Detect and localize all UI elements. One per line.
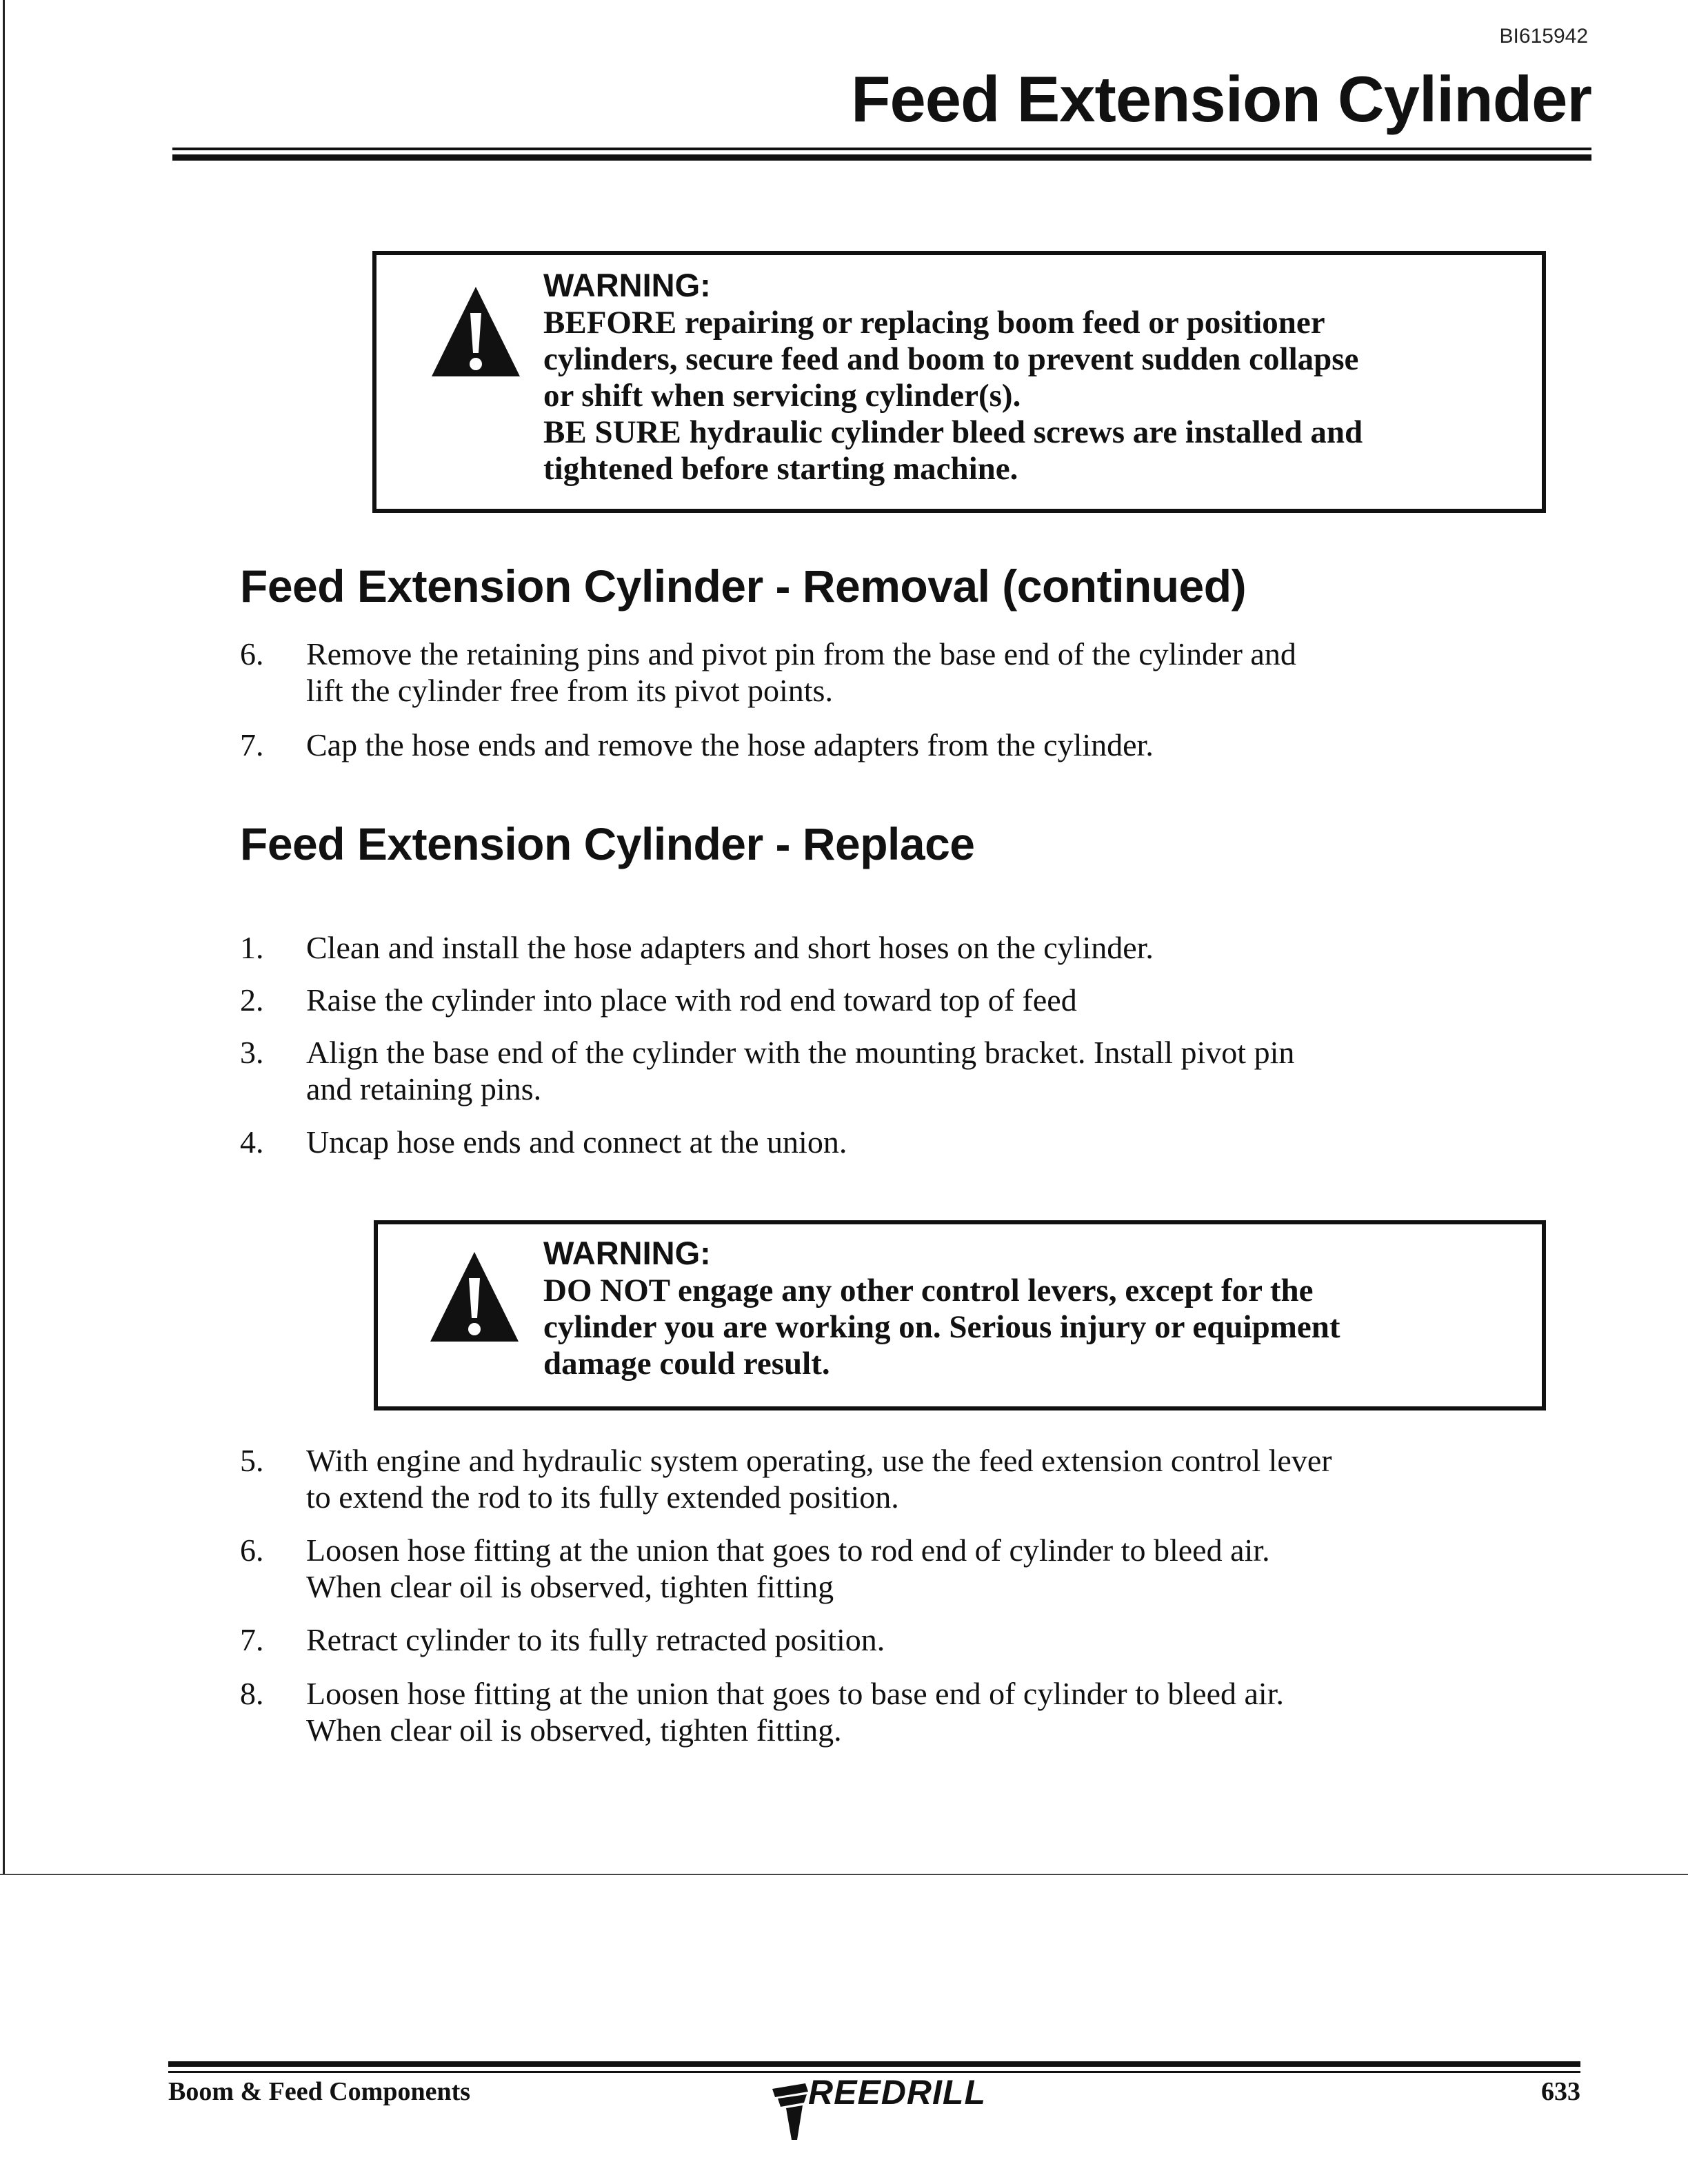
warning-body [543, 1273, 1536, 1382]
step-line: Cap the hose ends and remove the hose adapters from the cylinder. [306, 727, 1154, 762]
step-text [306, 982, 1478, 1018]
step-number: 8. [240, 1676, 264, 1711]
warning-heading: WARNING: [543, 267, 711, 303]
step-text [306, 1532, 1478, 1605]
warning-box-safety [372, 251, 1546, 513]
step-number: 7. [240, 727, 264, 762]
document-id: BI615942 [1499, 25, 1588, 48]
step-text [306, 636, 1478, 709]
section-heading-removal: Feed Extension Cylinder - Removal (continued) [240, 560, 1247, 611]
step-number: 1. [240, 930, 264, 965]
step-line: Raise the cylinder into place with rod end toward top of feed [306, 982, 1077, 1018]
warning-text [543, 1234, 1536, 1382]
warning-triangle-icon [428, 283, 524, 386]
step-text [306, 1124, 1478, 1160]
step-number: 7. [240, 1622, 264, 1657]
step-text [306, 1675, 1478, 1748]
step-number: 2. [240, 982, 264, 1018]
step-number: 6. [240, 1533, 264, 1568]
warning-triangle-icon [426, 1248, 523, 1351]
step-line: lift the cylinder free from its pivot points. [306, 673, 833, 708]
step-text [306, 1621, 1478, 1658]
step-text [306, 727, 1478, 763]
page-divider-rule [0, 1874, 1688, 1875]
title-rule-thick [172, 154, 1591, 161]
warning-line: BE SURE hydraulic cylinder bleed screws are installed and [543, 414, 1363, 450]
warning-box-control-levers [374, 1220, 1546, 1410]
warning-body [543, 305, 1536, 487]
step-line: Retract cylinder to its fully retracted position. [306, 1622, 885, 1657]
logo-text: REEDRILL [808, 2073, 986, 2112]
step-line: When clear oil is observed, tighten fitting [306, 1569, 834, 1604]
step-number: 3. [240, 1035, 264, 1070]
step-line: Remove the retaining pins and pivot pin from the base end of the cylinder and [306, 636, 1296, 671]
step-text [306, 1442, 1478, 1515]
warning-line: tightened before starting machine. [543, 451, 1018, 487]
warning-text [543, 266, 1536, 487]
warning-line: DO NOT engage any other control levers, except for the [543, 1273, 1314, 1308]
step-number: 4. [240, 1124, 264, 1160]
step-line: and retaining pins. [306, 1071, 542, 1106]
step-line: Loosen hose fitting at the union that goes to rod end of cylinder to bleed air. [306, 1533, 1270, 1568]
left-margin-rule [3, 0, 5, 1875]
page-number: 633 [1541, 2077, 1580, 2106]
step-number: 6. [240, 636, 264, 671]
warning-line: or shift when servicing cylinder(s). [543, 378, 1021, 414]
step-line: With engine and hydraulic system operating, use the feed extension control lever [306, 1443, 1332, 1478]
title-rule-thin [172, 148, 1591, 150]
step-line: Align the base end of the cylinder with the mounting bracket. Install pivot pin [306, 1035, 1295, 1070]
reedrill-logo-icon [765, 2068, 814, 2144]
page-title: Feed Extension Cylinder [851, 63, 1591, 135]
warning-heading: WARNING: [543, 1235, 711, 1271]
warning-line: cylinder you are working on. Serious injury or equipment [543, 1309, 1340, 1345]
section-heading-replace: Feed Extension Cylinder - Replace [240, 818, 975, 869]
footer-section-name: Boom & Feed Components [168, 2077, 471, 2106]
step-line: to extend the rod to its fully extended position. [306, 1479, 899, 1515]
step-line: Clean and install the hose adapters and short hoses on the cylinder. [306, 930, 1154, 965]
step-number: 5. [240, 1443, 264, 1478]
warning-line: BEFORE repairing or replacing boom feed or positioner [543, 305, 1325, 341]
warning-line: cylinders, secure feed and boom to prevent sudden collapse [543, 341, 1359, 377]
step-line: When clear oil is observed, tighten fitting. [306, 1712, 842, 1748]
step-line: Loosen hose fitting at the union that goes to base end of cylinder to bleed air. [306, 1676, 1284, 1711]
step-text [306, 929, 1478, 966]
warning-line: damage could result. [543, 1346, 830, 1382]
reedrill-logo [765, 2068, 993, 2144]
step-text [306, 1034, 1478, 1107]
step-line: Uncap hose ends and connect at the union. [306, 1124, 847, 1160]
footer-rule-thick [168, 2061, 1580, 2067]
